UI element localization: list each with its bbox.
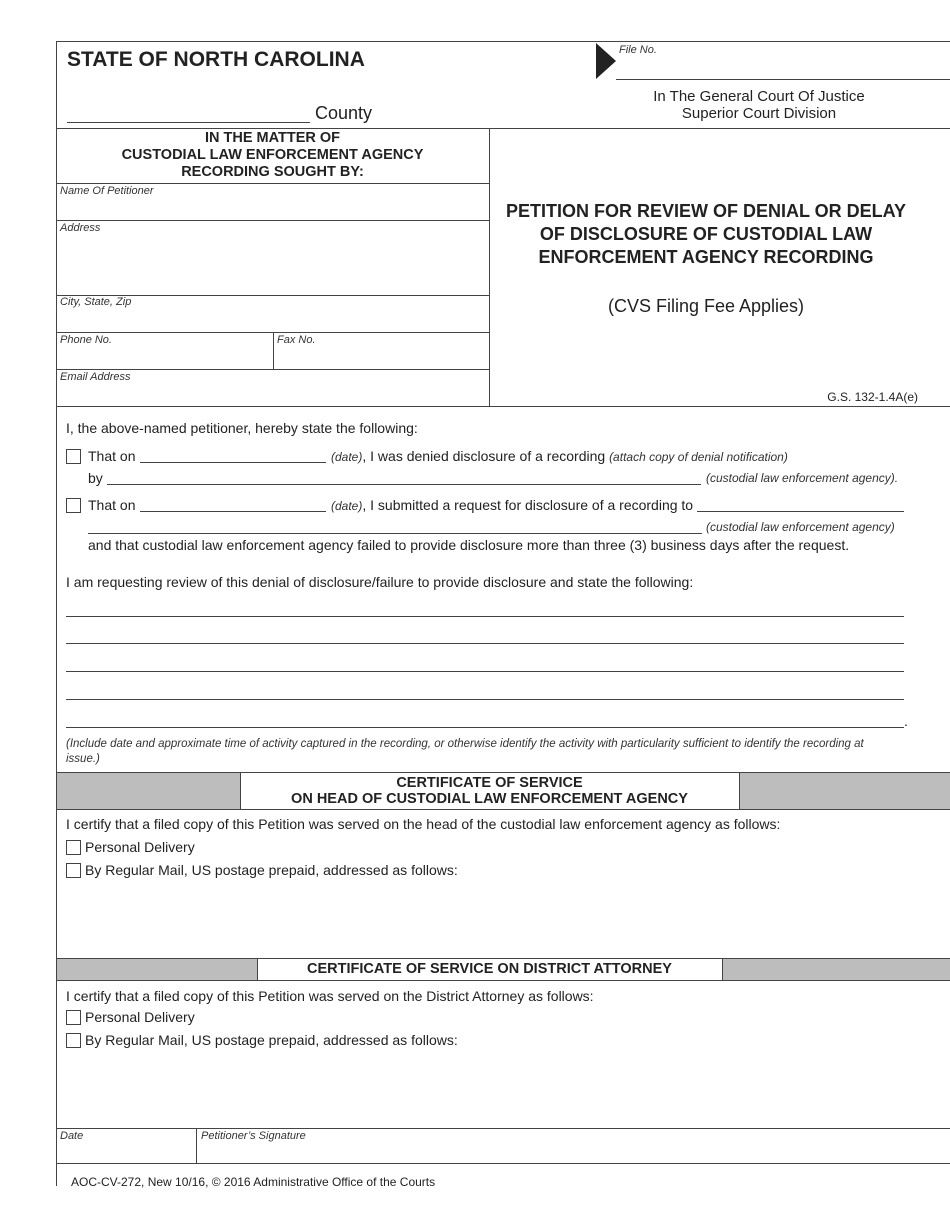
filing-fee-note: (CVS Filing Fee Applies) bbox=[607, 296, 805, 316]
statement-line[interactable] bbox=[66, 643, 904, 644]
matter-bottom-border bbox=[56, 406, 950, 407]
statute-ref: G.S. 132-1.4A(e) bbox=[827, 390, 918, 404]
agency-address-field[interactable] bbox=[66, 882, 904, 952]
opt1-date-label: (date) bbox=[331, 450, 363, 464]
opt2-that-on: That on bbox=[88, 497, 136, 513]
form-title bbox=[490, 200, 922, 269]
da-personal-checkbox[interactable] bbox=[66, 1010, 81, 1025]
form-title-line-2: OF DISCLOSURE OF CUSTODIAL LAW bbox=[539, 224, 873, 244]
signature-divider bbox=[196, 1128, 197, 1163]
state-title: STATE OF NORTH CAROLINA bbox=[67, 48, 365, 71]
opt1-agency-label: (custodial law enforcement agency). bbox=[706, 471, 899, 485]
file-no-label: File No. bbox=[619, 44, 657, 56]
opt1-by: by bbox=[88, 470, 103, 486]
court-line-2: Superior Court Division bbox=[681, 105, 837, 122]
name-label: Name Of Petitioner bbox=[60, 185, 154, 197]
cert-da-statement: I certify that a filed copy of this Petition was served on the District Attorney as follows: bbox=[66, 988, 594, 1004]
matter-sep-1 bbox=[56, 183, 489, 184]
delay-checkbox[interactable] bbox=[66, 498, 81, 513]
statement-line[interactable] bbox=[66, 727, 904, 728]
city-label: City, State, Zip bbox=[60, 296, 132, 308]
opt1-attach-note: (attach copy of denial notification) bbox=[609, 450, 788, 464]
signature-top bbox=[56, 1128, 950, 1129]
fax-label: Fax No. bbox=[277, 334, 316, 346]
form-title-line-1: PETITION FOR REVIEW OF DENIAL OR DELAY bbox=[505, 201, 907, 221]
opt2-continuation: and that custodial law enforcement agency failed to provide disclosure more than three (3) business days after the request. bbox=[88, 537, 850, 553]
name-field[interactable] bbox=[57, 198, 488, 220]
statement-period: . bbox=[904, 713, 908, 729]
da-personal-label: Personal Delivery bbox=[85, 1009, 195, 1025]
da-mail-label: By Regular Mail, US postage prepaid, addressed as follows: bbox=[85, 1032, 458, 1048]
opt1-that-on: That on bbox=[88, 448, 136, 464]
agency-mail-label: By Regular Mail, US postage prepaid, addressed as follows: bbox=[85, 862, 458, 878]
city-field[interactable] bbox=[57, 310, 488, 332]
denied-checkbox[interactable] bbox=[66, 449, 81, 464]
opt1-main-text: , I was denied disclosure of a recording bbox=[362, 448, 606, 464]
opt2-date-line[interactable] bbox=[140, 511, 326, 512]
request-text: I am requesting review of this denial of disclosure/failure to provide disclosure and state the following: bbox=[66, 574, 694, 590]
matter-line-3: RECORDING SOUGHT BY: bbox=[181, 164, 364, 180]
fax-field[interactable] bbox=[275, 347, 488, 369]
cert-da-div-right bbox=[722, 958, 723, 980]
cert-da-top bbox=[56, 958, 950, 959]
cert-da-shade-left bbox=[57, 959, 257, 980]
court-name bbox=[596, 88, 922, 122]
opt2-text bbox=[331, 497, 693, 513]
matter-sep-2 bbox=[56, 220, 489, 221]
cert-da-title: CERTIFICATE OF SERVICE ON DISTRICT ATTORNEY bbox=[307, 961, 672, 977]
intro-text: I, the above-named petitioner, hereby state the following: bbox=[66, 420, 418, 436]
court-line-1: In The General Court Of Justice bbox=[653, 88, 865, 105]
signature-field[interactable] bbox=[198, 1143, 948, 1162]
file-arrow-icon bbox=[596, 43, 616, 79]
cert-agency-statement: I certify that a filed copy of this Petition was served on the head of the custodial law enforcement agency as follows: bbox=[66, 816, 781, 832]
opt2-date-label: (date) bbox=[331, 499, 363, 513]
file-no-line[interactable] bbox=[616, 79, 950, 80]
phone-field[interactable] bbox=[57, 347, 271, 369]
date-field[interactable] bbox=[57, 1143, 195, 1162]
statement-line[interactable] bbox=[66, 699, 904, 700]
cert-agency-title bbox=[240, 775, 739, 807]
address-label: Address bbox=[60, 222, 101, 234]
cert-agency-bottom bbox=[56, 809, 950, 810]
cert-agency-title-2: ON HEAD OF CUSTODIAL LAW ENFORCEMENT AGENCY bbox=[291, 791, 688, 807]
county-label: County bbox=[315, 103, 373, 123]
cert-da-bottom bbox=[56, 980, 950, 981]
da-address-field[interactable] bbox=[66, 1052, 904, 1122]
date-label: Date bbox=[60, 1130, 84, 1142]
email-field[interactable] bbox=[57, 384, 488, 406]
opt1-agency-line[interactable] bbox=[107, 484, 701, 485]
signature-label: Petitioner’s Signature bbox=[201, 1130, 306, 1142]
matter-heading bbox=[56, 130, 489, 181]
cert-agency-top bbox=[56, 772, 950, 773]
phone-label: Phone No. bbox=[60, 334, 112, 346]
cert-agency-shade-right bbox=[739, 773, 950, 809]
opt1-text bbox=[331, 448, 788, 464]
statement-line[interactable] bbox=[66, 616, 904, 617]
include-note: (Include date and approximate time of activity captured in the recording, or otherwise identify the activity with particularity sufficient to identify the recording at issue.) bbox=[66, 738, 864, 765]
address-field[interactable] bbox=[57, 236, 488, 294]
matter-line-2: CUSTODIAL LAW ENFORCEMENT AGENCY bbox=[121, 147, 424, 163]
matter-sep-5 bbox=[56, 369, 489, 370]
matter-line-1: IN THE MATTER OF bbox=[204, 130, 341, 146]
agency-personal-label: Personal Delivery bbox=[85, 839, 195, 855]
county-line[interactable] bbox=[67, 122, 310, 123]
form-title-line-3: ENFORCEMENT AGENCY RECORDING bbox=[538, 247, 874, 267]
statement-line[interactable] bbox=[66, 671, 904, 672]
opt2-agency-line-b[interactable] bbox=[88, 533, 702, 534]
cert-da-shade-right bbox=[722, 959, 950, 980]
da-mail-checkbox[interactable] bbox=[66, 1033, 81, 1048]
agency-mail-checkbox[interactable] bbox=[66, 863, 81, 878]
cert-agency-title-1: CERTIFICATE OF SERVICE bbox=[396, 775, 583, 791]
cert-agency-div-right bbox=[739, 772, 740, 809]
matter-top-border bbox=[56, 128, 950, 129]
opt2-agency-label: (custodial law enforcement agency) bbox=[706, 520, 895, 534]
opt1-date-line[interactable] bbox=[140, 462, 326, 463]
top-border bbox=[56, 41, 950, 42]
opt2-agency-line-a[interactable] bbox=[697, 511, 904, 512]
cert-agency-shade-left bbox=[57, 773, 240, 809]
opt2-main-text: , I submitted a request for disclosure of a recording to bbox=[362, 497, 694, 513]
phone-fax-divider bbox=[273, 332, 274, 369]
signature-bottom bbox=[56, 1163, 950, 1164]
agency-personal-checkbox[interactable] bbox=[66, 840, 81, 855]
form-footer: AOC-CV-272, New 10/16, © 2016 Administrative Office of the Courts bbox=[71, 1175, 436, 1189]
email-label: Email Address bbox=[60, 371, 131, 383]
